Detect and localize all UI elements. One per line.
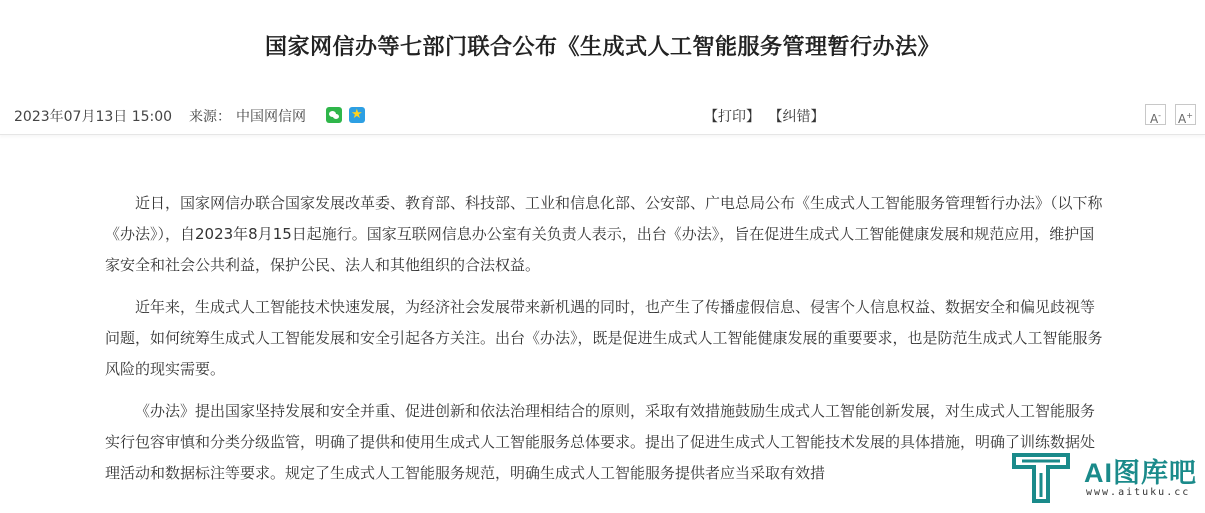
source-label: 来源：	[189, 109, 231, 125]
article-body	[105, 188, 1105, 500]
article-meta-bar	[0, 100, 1205, 135]
qzone-icon[interactable]: ★	[349, 107, 365, 123]
watermark-url: www.aituku.cc	[1086, 487, 1191, 498]
article-title: 国家网信办等七部门联合公布《生成式人工智能服务管理暂行办法》	[264, 35, 940, 60]
publish-date: 2023年07月13日 15:00	[14, 109, 173, 125]
wechat-icon[interactable]	[326, 107, 342, 123]
font-decrease-label: A	[1149, 112, 1159, 126]
font-increase-label: A	[1178, 112, 1187, 126]
aituku-logo-icon	[1012, 453, 1070, 503]
print-link[interactable]: 【打印】	[704, 109, 760, 125]
font-increase-button[interactable]: A+	[1175, 104, 1196, 125]
watermark-brand: AI图库吧	[1084, 458, 1197, 488]
font-decrease-button[interactable]: A-	[1145, 104, 1166, 125]
paragraph: 近日，国家网信办联合国家发展改革委、教育部、科技部、工业和信息化部、公安部、广电总局公布《生成式人工智能服务管理暂行办法》（以下称《办法》），自2023年8月15日起施行。国家互联网信息办公室有关负责人表示，出台《办法》，旨在促进生成式人工智能健康发展和规范应用，维护国家安全和社会公共利益，保护公民、法人和其他组织的合法权益。	[105, 194, 1103, 274]
watermark	[1008, 447, 1205, 513]
correct-link[interactable]: 【纠错】	[768, 109, 825, 125]
paragraph: 近年来，生成式人工智能技术快速发展，为经济社会发展带来新机遇的同时，也产生了传播虚假信息、侵害个人信息权益、数据安全和偏见歧视等问题，如何统筹生成式人工智能发展和安全引起各方关注。出台《办法》，既是促进生成式人工智能健康发展的重要要求，也是防范生成式人工智能服务风险的现实需要。	[105, 298, 1103, 378]
paragraph: 《办法》提出国家坚持发展和安全并重、促进创新和依法治理相结合的原则，采取有效措施鼓励生成式人工智能创新发展，对生成式人工智能服务实行包容审慎和分类分级监管，明确了提供和使用生成式人工智能服务总体要求。提出了促进生成式人工智能技术发展的具体措施，明确了训练数据处理活动和数据标注等要求。规定了生成式人工智能服务规范，明确生成式人工智能服务提供者应当采取有效措	[105, 402, 1096, 482]
article-actions	[704, 106, 828, 126]
source-name: 中国网信网	[236, 109, 306, 125]
